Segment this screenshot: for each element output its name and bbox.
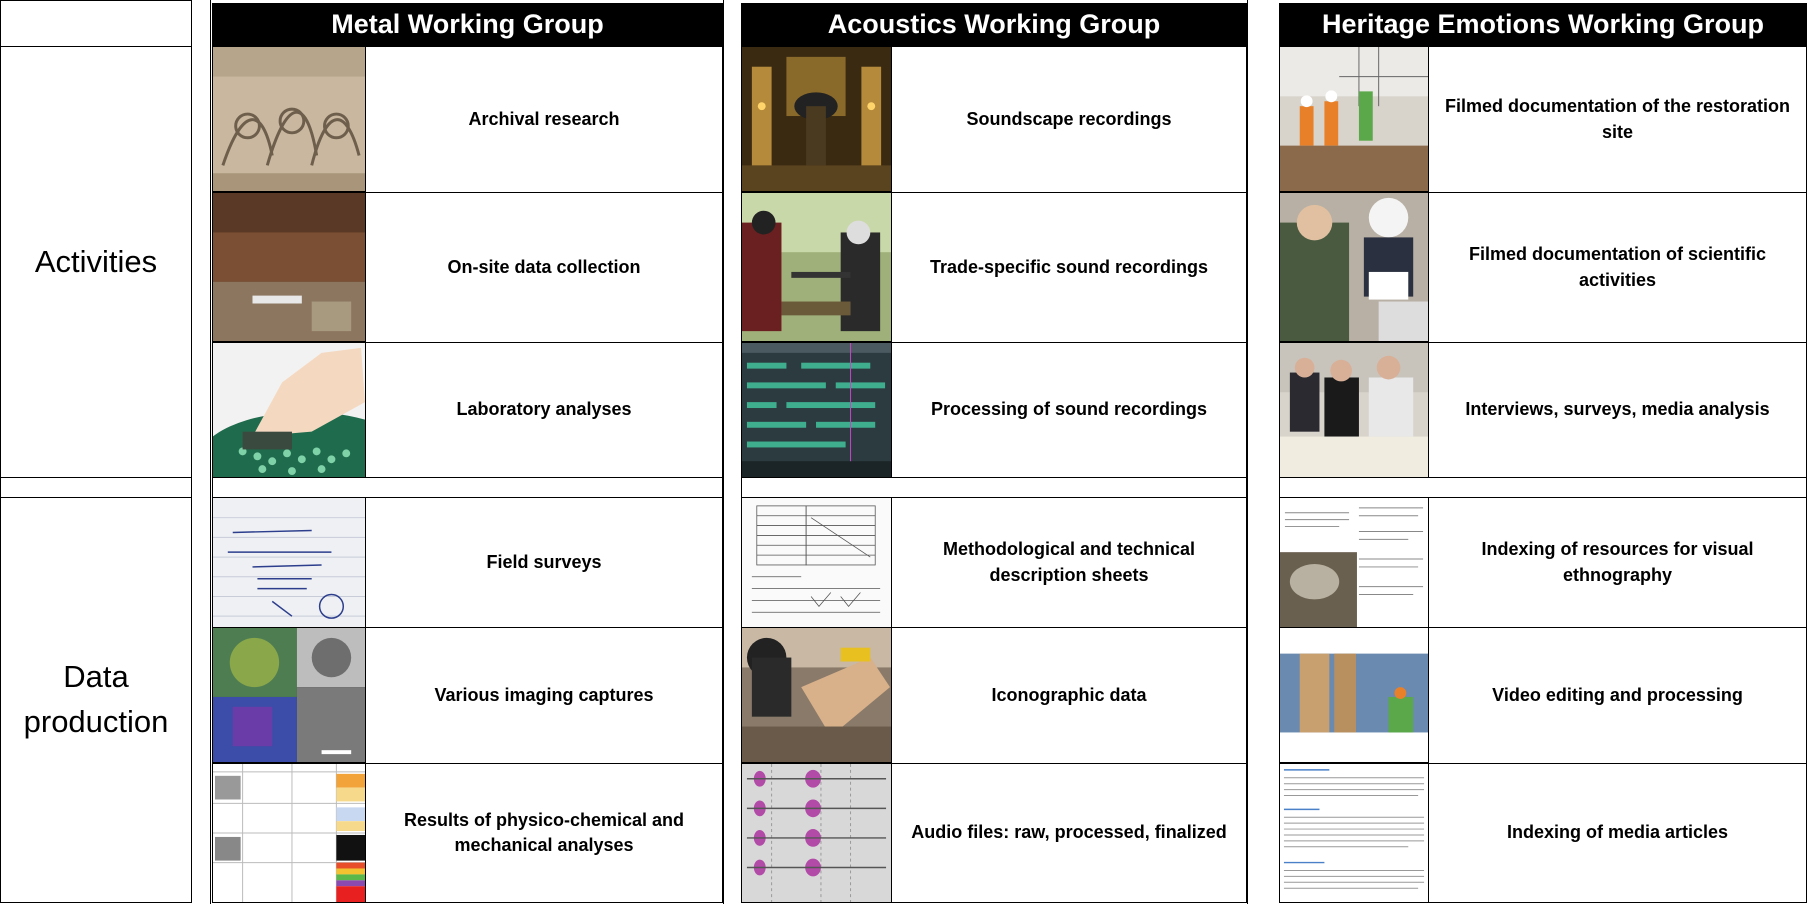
video-editing-image — [1279, 627, 1429, 763]
interviews-surveys-image — [1279, 342, 1429, 478]
metal-data-cell: Results of physico-chemical and mechanical analyses — [365, 763, 723, 903]
various-imaging-captures-image — [212, 627, 366, 763]
heritage-data-cell: Video editing and processing — [1428, 627, 1807, 764]
row-label-data-production: Data production — [0, 497, 192, 903]
header-acoustics-working-group: Acoustics Working Group — [741, 3, 1247, 46]
acoustics-data-cell: Iconographic data — [891, 627, 1247, 764]
heritage-data-cell: Indexing of media articles — [1428, 763, 1807, 903]
archival-research-image — [212, 46, 366, 192]
acoustics-activity-cell: Soundscape recordings — [891, 46, 1247, 193]
laboratory-analyses-image — [212, 342, 366, 478]
heritage-activity-cell: Filmed documentation of scientific activities — [1428, 192, 1807, 343]
media-articles-index-image — [1279, 763, 1429, 903]
spacer-cell-acoustics — [741, 477, 1247, 498]
spacer-cell-left — [0, 477, 192, 498]
processing-of-sound-recordings-image — [741, 342, 892, 478]
separator-line — [723, 0, 724, 904]
iconographic-data-image — [741, 627, 892, 763]
metal-activity-cell: On-site data collection — [365, 192, 723, 343]
separator-line — [210, 0, 211, 904]
restoration-site-image — [1279, 46, 1429, 192]
spacer-cell-metal — [212, 477, 723, 498]
scientific-activities-image — [1279, 192, 1429, 342]
visual-ethnography-index-image — [1279, 497, 1429, 628]
field-surveys-image — [212, 497, 366, 628]
header-heritage-emotions-working-group: Heritage Emotions Working Group — [1279, 3, 1807, 46]
acoustics-data-cell: Methodological and technical description sheets — [891, 497, 1247, 628]
separator-line — [1247, 0, 1248, 904]
header-metal-working-group: Metal Working Group — [212, 3, 723, 46]
description-sheets-image — [741, 497, 892, 628]
acoustics-activity-cell: Trade-specific sound recordings — [891, 192, 1247, 343]
physico-chemical-results-image — [212, 763, 366, 903]
corner-cell — [0, 0, 192, 47]
acoustics-activity-cell: Processing of sound recordings — [891, 342, 1247, 478]
heritage-activity-cell: Interviews, surveys, media analysis — [1428, 342, 1807, 478]
audio-files-image — [741, 763, 892, 903]
metal-data-cell: Field surveys — [365, 497, 723, 628]
trade-specific-sound-recordings-image — [741, 192, 892, 342]
spacer-cell-heritage — [1279, 477, 1807, 498]
heritage-activity-cell: Filmed documentation of the restoration site — [1428, 46, 1807, 193]
acoustics-data-cell: Audio files: raw, processed, finalized — [891, 763, 1247, 903]
metal-activity-cell: Laboratory analyses — [365, 342, 723, 478]
metal-activity-cell: Archival research — [365, 46, 723, 193]
on-site-data-collection-image — [212, 192, 366, 342]
soundscape-recordings-image — [741, 46, 892, 192]
row-label-activities: Activities — [0, 46, 192, 478]
metal-data-cell: Various imaging captures — [365, 627, 723, 764]
heritage-data-cell: Indexing of resources for visual ethnography — [1428, 497, 1807, 628]
